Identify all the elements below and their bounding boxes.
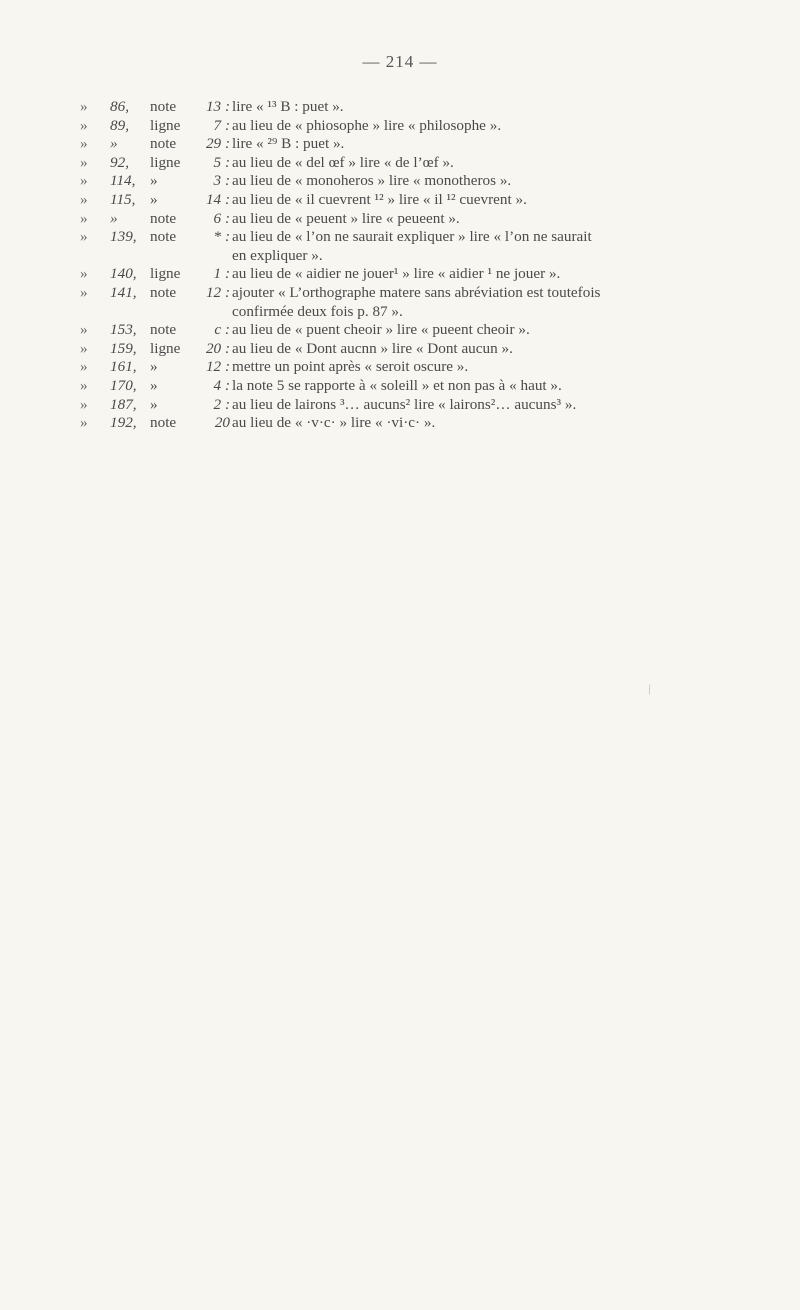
ditto-mark: »	[80, 190, 88, 208]
errata-entry	[80, 172, 780, 191]
entry-reference	[110, 135, 232, 154]
ref-kind: »	[150, 376, 158, 394]
ditto-mark: »	[80, 414, 88, 432]
ref-kind: note	[150, 321, 177, 339]
correction-text: au lieu de « Dont aucnn » lire « Dont aucun ».	[232, 339, 513, 357]
ref-kind: ligne	[150, 265, 181, 283]
errata-entry	[80, 358, 780, 377]
errata-entry	[80, 191, 780, 210]
ref-kind: »	[150, 172, 158, 190]
ditto-mark: »	[80, 321, 88, 339]
ref-number: 14 :	[205, 190, 230, 208]
errata-entry	[80, 98, 780, 117]
correction-text: lire « ¹³ B : puet ».	[232, 98, 344, 115]
entry-reference	[110, 98, 232, 117]
entry-reference	[110, 172, 232, 191]
entry-reference	[110, 154, 232, 173]
ref-kind: ligne	[150, 339, 181, 357]
correction-text: au lieu de « monoheros » lire « monotheros ».	[232, 172, 512, 190]
ref-number: * :	[213, 228, 230, 246]
ref-kind: ligne	[150, 116, 181, 134]
ref-number: 7 :	[213, 116, 230, 134]
page-ref: 187,	[110, 395, 137, 413]
page-ref: 140,	[110, 265, 137, 283]
ref-number: 4 :	[213, 376, 230, 394]
entry-reference	[110, 210, 232, 229]
ditto-mark: »	[80, 116, 88, 134]
ref-number: 20 :	[205, 339, 230, 357]
correction-text: au lieu de « l’on ne saurait expliquer » lire « l’on ne saurait	[232, 228, 592, 246]
ditto-mark: »	[80, 265, 88, 283]
correction-text: au lieu de « puent cheoir » lire « pueent cheoir ».	[232, 321, 530, 339]
ditto-mark: »	[80, 228, 88, 246]
correction-text: au lieu de « phiosophe » lire « philosophe ».	[232, 116, 502, 134]
page-ref: 92,	[110, 153, 129, 171]
page-ref: 89,	[110, 116, 129, 134]
ref-number: 12 :	[205, 283, 230, 301]
correction-continuation: en expliquer ».	[232, 246, 323, 264]
ditto-mark: »	[80, 339, 88, 357]
entry-reference	[110, 396, 232, 415]
ref-number: 1 :	[213, 265, 230, 283]
page-ref: 192,	[110, 414, 137, 432]
ref-number: 5 :	[213, 153, 230, 171]
page-ref: 141,	[110, 283, 137, 301]
page-ref: 114,	[110, 172, 136, 190]
errata-entry	[80, 210, 780, 229]
ref-number: 3 :	[213, 172, 230, 190]
errata-entry	[80, 135, 780, 154]
errata-entry	[80, 284, 780, 303]
page-ref: »	[110, 135, 118, 153]
ref-kind: note	[150, 228, 177, 246]
entry-reference	[110, 117, 232, 136]
ref-kind: »	[150, 190, 158, 208]
ditto-mark: »	[80, 98, 88, 115]
ditto-mark: »	[80, 283, 88, 301]
page-ref: 115,	[110, 190, 136, 208]
errata-entry	[80, 414, 780, 433]
ditto-mark: »	[80, 209, 88, 227]
errata-entry	[80, 396, 780, 415]
ditto-mark: »	[80, 153, 88, 171]
entry-reference	[110, 340, 232, 359]
page-ref: »	[110, 209, 118, 227]
entry-reference	[110, 228, 232, 247]
entry-reference	[110, 358, 232, 377]
ref-number: c :	[214, 321, 230, 339]
ref-kind: ligne	[150, 153, 181, 171]
correction-continuation: confirmée deux fois p. 87 ».	[232, 302, 403, 320]
correction-text: au lieu de « il cuevrent ¹² » lire « il ¹² cuevrent ».	[232, 190, 527, 208]
errata-entry	[80, 265, 780, 284]
correction-text: la note 5 se rapporte à « soleill » et non pas à « haut ».	[232, 376, 562, 394]
page-ref: 139,	[110, 228, 137, 246]
ref-number: 6 :	[213, 209, 230, 227]
stray-mark: /	[645, 682, 654, 699]
entry-reference	[110, 265, 232, 284]
ref-kind: »	[150, 395, 158, 413]
ref-kind: note	[150, 209, 177, 227]
errata-list	[80, 98, 780, 433]
errata-entry	[80, 154, 780, 173]
ref-kind: note	[150, 135, 177, 153]
ref-number: 12 :	[205, 358, 230, 376]
correction-text: ajouter « L’orthographe matere sans abréviation est toutefois	[232, 283, 601, 301]
correction-text: lire « ²⁹ B : puet ».	[232, 135, 345, 153]
page-ref: 170,	[110, 376, 137, 394]
ref-number: 2 :	[213, 395, 230, 413]
correction-text: au lieu de lairons ³… aucuns² lire « lairons²… aucuns³ ».	[232, 395, 577, 413]
ref-number: 29 :	[205, 135, 230, 153]
errata-entry	[80, 321, 780, 340]
page-ref: 159,	[110, 339, 137, 357]
entry-reference	[110, 284, 232, 303]
errata-entry	[80, 377, 780, 396]
ref-kind: note	[150, 98, 177, 115]
ref-kind: note	[150, 414, 177, 432]
ditto-mark: »	[80, 172, 88, 190]
entry-reference	[110, 321, 232, 340]
entry-reference	[110, 377, 232, 396]
correction-text: au lieu de « ·v·c· » lire « ·vi·c· ».	[232, 414, 436, 432]
errata-entry	[80, 117, 780, 136]
errata-entry	[80, 228, 780, 247]
ditto-mark: »	[80, 135, 88, 153]
ref-kind: »	[150, 358, 158, 376]
page-ref: 161,	[110, 358, 137, 376]
ref-kind: note	[150, 283, 177, 301]
ditto-mark: »	[80, 376, 88, 394]
correction-text: au lieu de « del œf » lire « de l’œf ».	[232, 153, 454, 171]
page-number: — 214 —	[362, 52, 438, 71]
correction-text: au lieu de « aidier ne jouer¹ » lire « aidier ¹ ne jouer ».	[232, 265, 561, 283]
correction-text: au lieu de « peuent » lire « peueent ».	[232, 209, 460, 227]
errata-entry	[80, 340, 780, 359]
ditto-mark: »	[80, 358, 88, 376]
entry-reference	[110, 414, 232, 433]
ref-number: 13 :	[205, 98, 230, 115]
ref-number: 20	[214, 414, 230, 432]
correction-text: mettre un point après « seroit oscure ».	[232, 358, 469, 376]
page-ref: 153,	[110, 321, 137, 339]
page-ref: 86,	[110, 98, 129, 115]
entry-reference	[110, 191, 232, 210]
ditto-mark: »	[80, 395, 88, 413]
